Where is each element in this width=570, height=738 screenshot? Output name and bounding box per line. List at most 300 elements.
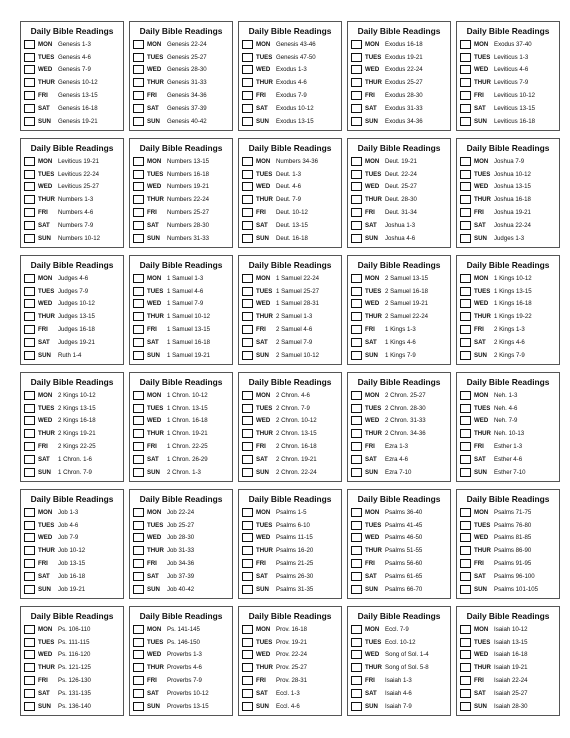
checkbox[interactable] [242, 104, 253, 113]
reading-row [460, 402, 559, 415]
checkbox[interactable] [351, 455, 362, 464]
checkbox[interactable] [24, 638, 35, 647]
checkbox[interactable] [351, 638, 362, 647]
checkbox[interactable] [24, 533, 35, 542]
checkbox[interactable] [24, 689, 35, 698]
checkbox[interactable] [242, 157, 253, 166]
checkbox[interactable] [460, 404, 471, 413]
checkbox[interactable] [460, 299, 471, 308]
checkbox[interactable] [133, 702, 144, 711]
day-label: MON [147, 157, 162, 165]
checkbox[interactable] [460, 157, 471, 166]
checkbox[interactable] [242, 40, 253, 49]
checkbox[interactable] [24, 442, 35, 451]
reading-row [133, 532, 232, 545]
checkbox[interactable] [242, 312, 253, 321]
checkbox[interactable] [460, 325, 471, 334]
reading-text: Psalms 31-35 [276, 585, 314, 593]
checkbox[interactable] [351, 299, 362, 308]
checkbox[interactable] [133, 221, 144, 230]
checkbox[interactable] [460, 65, 471, 74]
card-title: Daily Bible Readings [139, 260, 223, 270]
reading-card [347, 372, 451, 482]
checkbox[interactable] [242, 585, 253, 594]
checkbox[interactable] [242, 338, 253, 347]
checkbox[interactable] [133, 429, 144, 438]
checkbox[interactable] [24, 391, 35, 400]
reading-text: 2 Samuel 7-9 [276, 338, 313, 346]
checkbox[interactable] [460, 429, 471, 438]
checkbox[interactable] [24, 208, 35, 217]
checkbox[interactable] [24, 157, 35, 166]
checkbox[interactable] [242, 391, 253, 400]
checkbox[interactable] [242, 416, 253, 425]
checkbox[interactable] [242, 170, 253, 179]
checkbox[interactable] [351, 325, 362, 334]
checkbox[interactable] [24, 234, 35, 243]
checkbox[interactable] [24, 40, 35, 49]
checkbox[interactable] [351, 234, 362, 243]
checkbox[interactable] [460, 53, 471, 62]
checkbox[interactable] [133, 416, 144, 425]
checkbox[interactable] [242, 702, 253, 711]
checkbox[interactable] [133, 351, 144, 360]
day-label: TUES [147, 287, 164, 295]
reading-text: 2 Samuel 19-21 [385, 300, 429, 308]
checkbox[interactable] [460, 625, 471, 634]
checkbox[interactable] [460, 78, 471, 87]
day-label: WED [474, 66, 489, 74]
checkbox[interactable] [24, 676, 35, 685]
day-label: TUES [365, 404, 382, 412]
checkbox[interactable] [24, 182, 35, 191]
reading-text: Prov. 16-18 [276, 625, 308, 633]
checkbox[interactable] [351, 208, 362, 217]
checkbox[interactable] [351, 429, 362, 438]
reading-row [24, 687, 123, 700]
day-label: THUR [147, 79, 164, 87]
checkbox[interactable] [133, 53, 144, 62]
checkbox[interactable] [133, 157, 144, 166]
checkbox[interactable] [133, 391, 144, 400]
checkbox[interactable] [460, 689, 471, 698]
day-label: FRI [365, 677, 375, 685]
checkbox[interactable] [24, 468, 35, 477]
checkbox[interactable] [133, 338, 144, 347]
checkbox[interactable] [24, 195, 35, 204]
checkbox[interactable] [351, 65, 362, 74]
checkbox[interactable] [24, 585, 35, 594]
checkbox[interactable] [460, 638, 471, 647]
checkbox[interactable] [24, 170, 35, 179]
checkbox[interactable] [133, 676, 144, 685]
checkbox[interactable] [242, 689, 253, 698]
checkbox[interactable] [133, 312, 144, 321]
reading-text: Leviticus 7-9 [494, 79, 529, 87]
reading-text: Ezra 7-10 [385, 468, 412, 476]
reading-row [242, 193, 341, 206]
checkbox[interactable] [242, 287, 253, 296]
checkbox[interactable] [133, 638, 144, 647]
reading-row [133, 168, 232, 181]
checkbox[interactable] [351, 104, 362, 113]
checkbox[interactable] [351, 53, 362, 62]
day-label: SUN [365, 234, 378, 242]
checkbox[interactable] [351, 117, 362, 126]
checkbox[interactable] [351, 508, 362, 517]
checkbox[interactable] [24, 338, 35, 347]
checkbox[interactable] [242, 455, 253, 464]
checkbox[interactable] [133, 182, 144, 191]
reading-row [133, 76, 232, 89]
checkbox[interactable] [242, 182, 253, 191]
reading-text: 1 Samuel 22-24 [276, 274, 320, 282]
checkbox[interactable] [24, 287, 35, 296]
checkbox[interactable] [24, 455, 35, 464]
checkbox[interactable] [460, 521, 471, 530]
reading-row [242, 466, 341, 479]
checkbox[interactable] [460, 572, 471, 581]
reading-text: Deut. 16-18 [276, 234, 308, 242]
checkbox[interactable] [242, 325, 253, 334]
checkbox[interactable] [242, 351, 253, 360]
checkbox[interactable] [133, 299, 144, 308]
reading-text: Leviticus 4-6 [494, 66, 529, 74]
checkbox[interactable] [351, 182, 362, 191]
checkbox[interactable] [460, 91, 471, 100]
checkbox[interactable] [242, 468, 253, 477]
checkbox[interactable] [133, 208, 144, 217]
day-label: WED [38, 651, 53, 659]
checkbox[interactable] [24, 559, 35, 568]
reading-row [351, 466, 450, 479]
checkbox[interactable] [133, 78, 144, 87]
checkbox[interactable] [24, 429, 35, 438]
checkbox[interactable] [133, 572, 144, 581]
checkbox[interactable] [133, 468, 144, 477]
checkbox[interactable] [460, 585, 471, 594]
checkbox[interactable] [351, 195, 362, 204]
reading-text: Isaiah 7-9 [385, 702, 412, 710]
reading-row [351, 674, 450, 687]
checkbox[interactable] [460, 117, 471, 126]
checkbox[interactable] [133, 663, 144, 672]
checkbox[interactable] [351, 157, 362, 166]
checkbox[interactable] [460, 274, 471, 283]
checkbox[interactable] [24, 91, 35, 100]
checkbox[interactable] [460, 533, 471, 542]
reading-text: Leviticus 13-15 [494, 104, 535, 112]
checkbox[interactable] [242, 299, 253, 308]
checkbox[interactable] [351, 170, 362, 179]
checkbox[interactable] [351, 40, 362, 49]
checkbox[interactable] [24, 221, 35, 230]
checkbox[interactable] [133, 274, 144, 283]
reading-text: Psalms 26-30 [276, 572, 314, 580]
day-label: SAT [38, 689, 50, 697]
checkbox[interactable] [24, 274, 35, 283]
checkbox[interactable] [351, 391, 362, 400]
checkbox[interactable] [460, 351, 471, 360]
checkbox[interactable] [242, 572, 253, 581]
checkbox[interactable] [351, 625, 362, 634]
checkbox[interactable] [24, 650, 35, 659]
day-label: MON [256, 40, 271, 48]
checkbox[interactable] [133, 625, 144, 634]
checkbox[interactable] [242, 508, 253, 517]
checkbox[interactable] [24, 351, 35, 360]
checkbox[interactable] [460, 468, 471, 477]
checkbox[interactable] [133, 325, 144, 334]
checkbox[interactable] [351, 442, 362, 451]
day-label: WED [147, 183, 162, 191]
checkbox[interactable] [24, 521, 35, 530]
reading-text: 2 Chron. 25-27 [385, 391, 426, 399]
checkbox[interactable] [460, 221, 471, 230]
checkbox[interactable] [460, 455, 471, 464]
checkbox[interactable] [460, 391, 471, 400]
checkbox[interactable] [24, 572, 35, 581]
checkbox[interactable] [133, 65, 144, 74]
day-label: WED [147, 66, 162, 74]
checkbox[interactable] [242, 625, 253, 634]
checkbox[interactable] [460, 546, 471, 555]
reading-row [133, 402, 232, 415]
day-label: WED [147, 534, 162, 542]
checkbox[interactable] [133, 234, 144, 243]
reading-text: Deut. 28-30 [385, 196, 417, 204]
checkbox[interactable] [133, 287, 144, 296]
checkbox[interactable] [242, 195, 253, 204]
checkbox[interactable] [460, 104, 471, 113]
reading-text: 2 Kings 13-15 [58, 404, 96, 412]
checkbox[interactable] [242, 442, 253, 451]
checkbox[interactable] [24, 299, 35, 308]
checkbox[interactable] [242, 234, 253, 243]
reading-text: Job 4-6 [58, 521, 79, 529]
checkbox[interactable] [460, 170, 471, 179]
checkbox[interactable] [351, 546, 362, 555]
checkbox[interactable] [133, 533, 144, 542]
day-label: WED [38, 417, 53, 425]
checkbox[interactable] [460, 650, 471, 659]
reading-text: Proverbs 1-3 [167, 651, 202, 659]
checkbox[interactable] [242, 650, 253, 659]
checkbox[interactable] [24, 53, 35, 62]
checkbox[interactable] [460, 508, 471, 517]
day-label: MON [147, 508, 162, 516]
checkbox[interactable] [242, 404, 253, 413]
checkbox[interactable] [242, 78, 253, 87]
card-title: Daily Bible Readings [248, 143, 332, 153]
checkbox[interactable] [460, 702, 471, 711]
reading-row [24, 206, 123, 219]
reading-row [133, 272, 232, 285]
checkbox[interactable] [242, 546, 253, 555]
day-label: SUN [256, 117, 269, 125]
checkbox[interactable] [351, 221, 362, 230]
checkbox[interactable] [460, 208, 471, 217]
checkbox[interactable] [460, 559, 471, 568]
reading-row [133, 323, 232, 336]
reading-text: Genesis 47-50 [276, 53, 316, 61]
checkbox[interactable] [351, 585, 362, 594]
checkbox[interactable] [133, 521, 144, 530]
reading-text: Psalms 11-15 [276, 534, 313, 542]
checkbox[interactable] [242, 533, 253, 542]
reading-row [242, 506, 341, 519]
checkbox[interactable] [242, 117, 253, 126]
reading-row [242, 232, 341, 245]
checkbox[interactable] [24, 78, 35, 87]
checkbox[interactable] [460, 182, 471, 191]
checkbox[interactable] [351, 702, 362, 711]
day-label: SAT [474, 455, 486, 463]
reading-card [347, 138, 451, 248]
checkbox[interactable] [351, 533, 362, 542]
day-label: TUES [256, 287, 273, 295]
reading-row [242, 519, 341, 532]
checkbox[interactable] [351, 559, 362, 568]
reading-card [456, 138, 560, 248]
reading-row [351, 349, 450, 362]
day-label: SUN [147, 585, 160, 593]
checkbox[interactable] [242, 638, 253, 647]
checkbox[interactable] [24, 663, 35, 672]
reading-text: Psalms 91-95 [494, 560, 532, 568]
reading-row [24, 636, 123, 649]
checkbox[interactable] [351, 468, 362, 477]
checkbox[interactable] [460, 676, 471, 685]
reading-card [347, 255, 451, 365]
checkbox[interactable] [351, 274, 362, 283]
checkbox[interactable] [133, 404, 144, 413]
checkbox[interactable] [351, 91, 362, 100]
day-label: TUES [147, 638, 164, 646]
checkbox[interactable] [351, 78, 362, 87]
reading-text: Isaiah 1-3 [385, 677, 412, 685]
checkbox[interactable] [133, 585, 144, 594]
reading-row [24, 336, 123, 349]
checkbox[interactable] [460, 234, 471, 243]
day-label: MON [147, 40, 162, 48]
reading-text: 2 Samuel 10-12 [276, 351, 320, 359]
reading-text: Exodus 13-15 [276, 117, 314, 125]
checkbox[interactable] [133, 40, 144, 49]
reading-text: Song of Sol. 1-4 [385, 651, 429, 659]
checkbox[interactable] [24, 702, 35, 711]
checkbox[interactable] [242, 676, 253, 685]
checkbox[interactable] [24, 312, 35, 321]
checkbox[interactable] [351, 663, 362, 672]
checkbox[interactable] [242, 221, 253, 230]
checkbox[interactable] [133, 455, 144, 464]
reading-text: Joshua 13-15 [494, 183, 531, 191]
reading-row [133, 181, 232, 194]
checkbox[interactable] [133, 689, 144, 698]
checkbox[interactable] [242, 208, 253, 217]
reading-text: Leviticus 25-27 [58, 183, 99, 191]
checkbox[interactable] [24, 546, 35, 555]
checkbox[interactable] [351, 351, 362, 360]
checkbox[interactable] [133, 104, 144, 113]
checkbox[interactable] [351, 689, 362, 698]
reading-row [242, 102, 341, 115]
day-label: SAT [256, 455, 268, 463]
checkbox[interactable] [24, 325, 35, 334]
checkbox[interactable] [351, 404, 362, 413]
checkbox[interactable] [242, 429, 253, 438]
checkbox[interactable] [460, 442, 471, 451]
checkbox[interactable] [133, 508, 144, 517]
checkbox[interactable] [133, 442, 144, 451]
checkbox[interactable] [351, 287, 362, 296]
reading-row [24, 466, 123, 479]
checkbox[interactable] [133, 117, 144, 126]
card-title: Daily Bible Readings [357, 377, 441, 387]
checkbox[interactable] [24, 508, 35, 517]
day-label: THUR [365, 79, 382, 87]
day-label: TUES [474, 521, 491, 529]
checkbox[interactable] [24, 104, 35, 113]
checkbox[interactable] [24, 625, 35, 634]
checkbox[interactable] [351, 676, 362, 685]
checkbox[interactable] [133, 559, 144, 568]
checkbox[interactable] [460, 338, 471, 347]
checkbox[interactable] [133, 546, 144, 555]
checkbox[interactable] [242, 521, 253, 530]
checkbox[interactable] [242, 65, 253, 74]
checkbox[interactable] [242, 91, 253, 100]
checkbox[interactable] [460, 287, 471, 296]
reading-text: 1 Samuel 13-15 [167, 326, 211, 334]
day-label: MON [474, 508, 489, 516]
checkbox[interactable] [133, 91, 144, 100]
reading-text: 2 Samuel 1-3 [276, 313, 313, 321]
reading-text: Ezra 1-3 [385, 443, 409, 451]
checkbox[interactable] [460, 195, 471, 204]
checkbox[interactable] [24, 416, 35, 425]
checkbox[interactable] [351, 338, 362, 347]
checkbox[interactable] [460, 312, 471, 321]
checkbox[interactable] [242, 274, 253, 283]
checkbox[interactable] [242, 559, 253, 568]
reading-row [133, 649, 232, 662]
reading-text: Ps. 136-140 [58, 702, 91, 710]
checkbox[interactable] [351, 416, 362, 425]
checkbox[interactable] [24, 117, 35, 126]
checkbox[interactable] [242, 53, 253, 62]
reading-row [242, 181, 341, 194]
checkbox[interactable] [351, 521, 362, 530]
checkbox[interactable] [351, 650, 362, 659]
day-label: FRI [256, 443, 266, 451]
checkbox[interactable] [24, 65, 35, 74]
checkbox[interactable] [242, 663, 253, 672]
checkbox[interactable] [133, 650, 144, 659]
checkbox[interactable] [351, 312, 362, 321]
checkbox[interactable] [133, 195, 144, 204]
checkbox[interactable] [460, 416, 471, 425]
checkbox[interactable] [351, 572, 362, 581]
checkbox[interactable] [24, 404, 35, 413]
reading-text: Job 16-18 [58, 572, 86, 580]
reading-row [460, 349, 559, 362]
checkbox[interactable] [460, 40, 471, 49]
checkbox[interactable] [460, 663, 471, 672]
reading-row [24, 415, 123, 428]
checkbox[interactable] [133, 170, 144, 179]
